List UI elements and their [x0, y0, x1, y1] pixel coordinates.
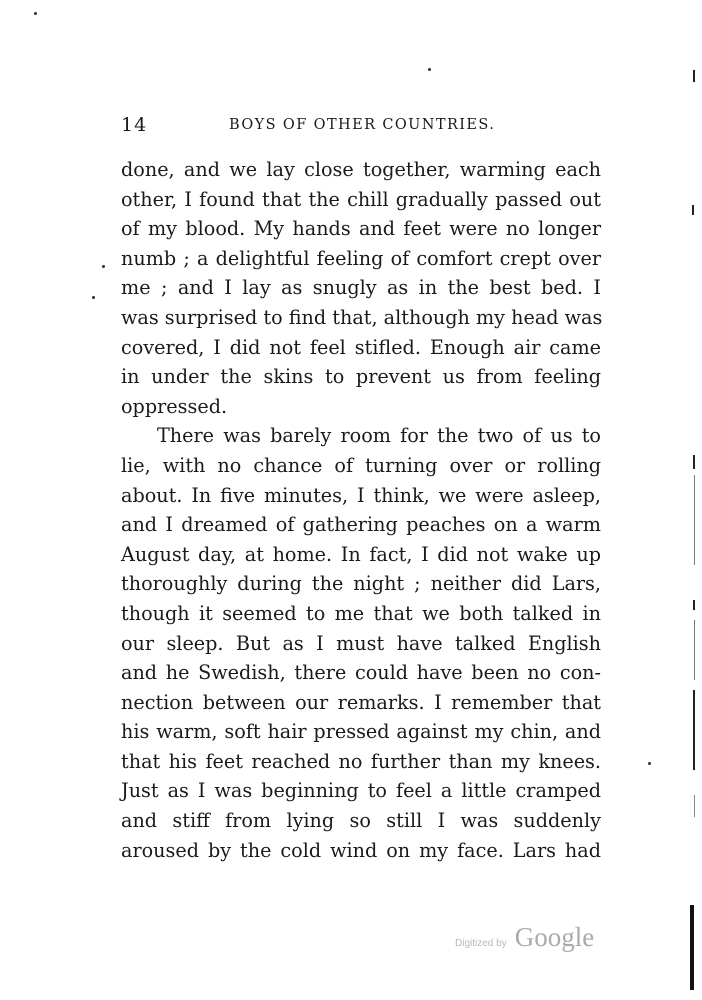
page-header	[121, 114, 601, 138]
text-line: was surprised to find that, although my head was	[121, 305, 603, 329]
text-line: nection between our remarks. I remember that	[121, 690, 601, 714]
text-line: and he Swedish, there could have been no con-	[121, 661, 601, 685]
text-line: oppressed.	[121, 394, 228, 418]
scan-speck	[428, 68, 431, 71]
scan-mark	[693, 455, 695, 469]
scan-mark	[694, 620, 695, 680]
scan-mark	[693, 70, 695, 82]
text-line: covered, I did not feel stifled. Enough air came	[121, 335, 601, 359]
body-text	[121, 155, 601, 865]
scan-mark	[690, 905, 694, 990]
scan-speck	[648, 762, 651, 765]
scan-mark	[693, 690, 695, 770]
watermark-prefix: Digitized by	[455, 938, 507, 949]
text-line: of my blood. My hands and feet were no longer	[121, 217, 601, 241]
text-line: and I dreamed of gathering peaches on a warm	[121, 513, 601, 537]
digitized-watermark	[455, 922, 594, 953]
text-line: done, and we lay close together, warming each	[121, 158, 601, 181]
text-line: aroused by the cold wind on my face. Lars had	[121, 838, 601, 862]
text-line: other, I found that the chill gradually passed out	[121, 187, 601, 211]
text-line: and stiff from lying so still I was suddenly	[121, 809, 601, 833]
text-line: lie, with no chance of turning over or rolling	[121, 453, 601, 477]
scan-speck	[34, 12, 37, 15]
text-line: thoroughly during the night ; neither did Lars,	[121, 572, 601, 596]
text-line: about. In five minutes, I think, we were asleep,	[121, 483, 601, 507]
paragraph-start-line: There was barely room for the two of us to	[157, 424, 601, 448]
scan-mark	[692, 205, 694, 215]
running-head: BOYS OF OTHER COUNTRIES.	[229, 117, 496, 133]
scan-mark	[694, 795, 695, 817]
text-line: Just as I was beginning to feel a little cramped	[121, 779, 601, 803]
google-logo: Google	[514, 922, 595, 952]
text-line: me ; and I lay as snugly as in the best bed. I	[121, 276, 601, 300]
page-number: 14	[121, 114, 148, 136]
text-line: in under the skins to prevent us from feeling	[121, 365, 601, 389]
text-line: numb ; a delightful feeling of comfort crept over	[121, 246, 601, 270]
text-line: though it seemed to me that we both talked in	[121, 601, 601, 625]
scan-mark	[694, 475, 695, 565]
scan-mark	[693, 600, 695, 610]
text-line: our sleep. But as I must have talked English	[121, 631, 601, 655]
text-line: that his feet reached no further than my knees.	[121, 749, 601, 773]
text-line: his warm, soft hair pressed against my chin, and	[121, 720, 601, 744]
scan-speck	[102, 265, 105, 268]
text-line: August day, at home. In fact, I did not wake up	[121, 542, 601, 566]
scan-speck	[92, 296, 95, 299]
